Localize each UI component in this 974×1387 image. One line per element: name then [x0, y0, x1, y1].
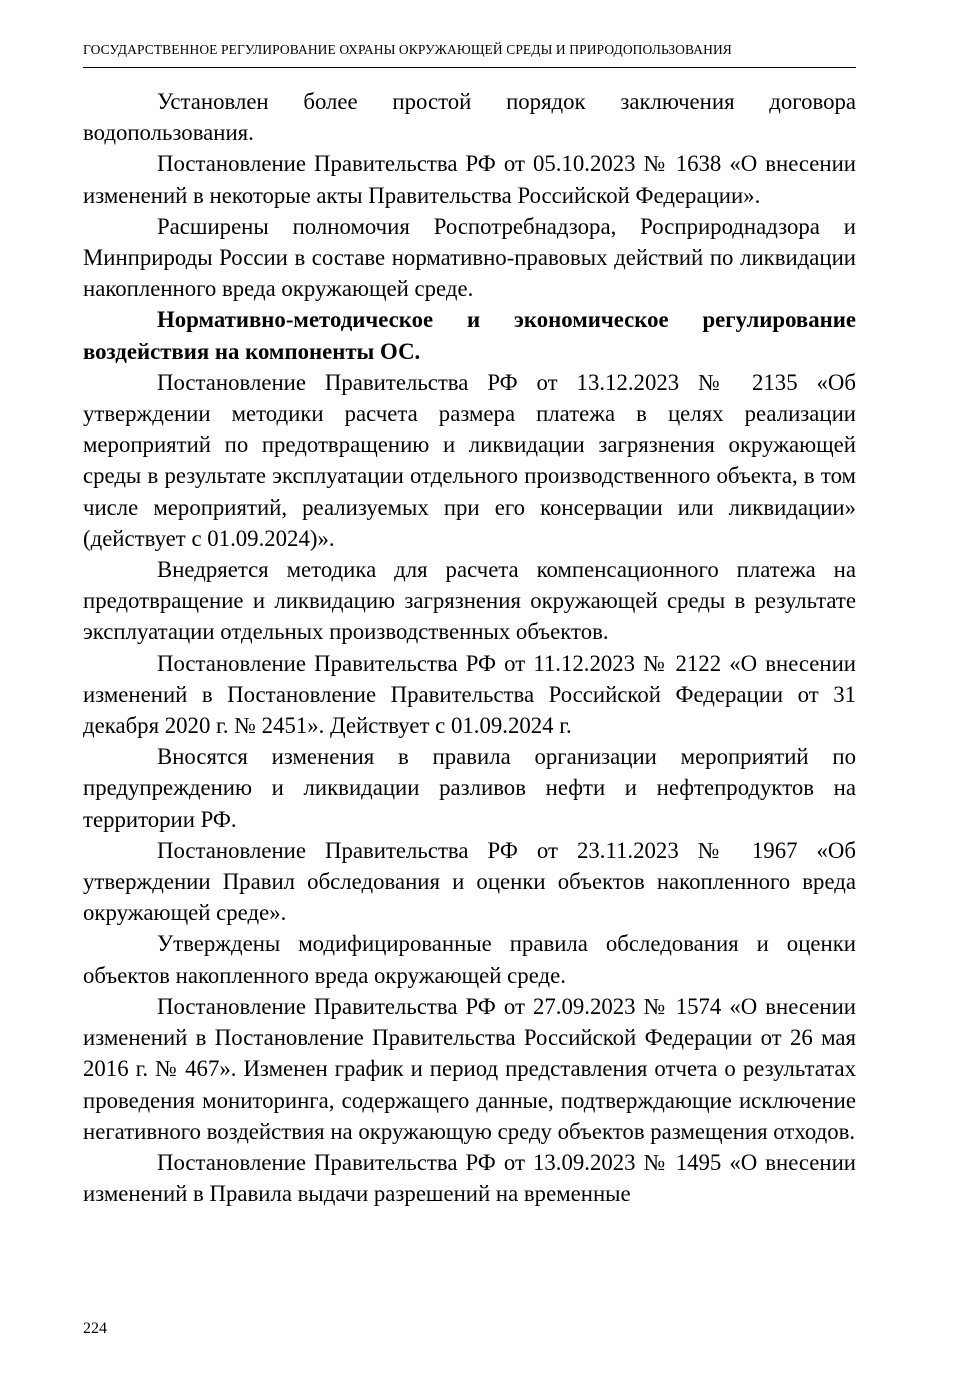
- paragraph: Постановление Правительства РФ от 27.09.2023 № 1574 «О внесении изменений в Постановление Правительства Российской Федерации от 26 мая 2016 г. № 467». Изменен график и период представления отчета о результатах проведения мониторинга, содержащего данные, подтверждающие исключение негативного воздействия на окружающую среду объектов размещения отходов.: [83, 993, 856, 1144]
- body-text: [83, 86, 856, 1209]
- paragraph: Постановление Правительства РФ от 23.11.2023 № 1967 «Об утверждении Правил обследования и оценки объектов накопленного вреда окружающей среде».: [83, 837, 856, 926]
- paragraph: Вносятся изменения в правила организации мероприятий по предупреждению и ликвидации разливов нефти и нефтепродуктов на территории РФ.: [83, 744, 856, 832]
- paragraph: Постановление Правительства РФ от 11.12.2023 № 2122 «О внесении изменений в Постановление Правительства Российской Федерации от 31 декабря 2020 г. № 2451». Действует с 01.09.2024 г.: [83, 650, 856, 739]
- running-header: ГОСУДАРСТВЕННОЕ РЕГУЛИРОВАНИЕ ОХРАНЫ ОКРУЖАЮЩЕЙ СРЕДЫ И ПРИРОДОПОЛЬЗОВАНИЯ: [83, 42, 856, 68]
- section-heading: Нормативно-методическое и экономическое регулирование воздействия на компоненты ОС.: [83, 307, 856, 364]
- paragraph: Постановление Правительства РФ от 05.10.2023 № 1638 «О внесении изменений в некоторые акты Правительства Российской Федерации».: [83, 151, 856, 208]
- paragraph: Внедряется методика для расчета компенсационного платежа на предотвращение и ликвидацию загрязнения окружающей среды в результате эксплуатации отдельных производственных объектов.: [83, 557, 856, 645]
- paragraph: Постановление Правительства РФ от 13.12.2023 № 2135 «Об утверждении методики расчета размера платежа в целях реализации мероприятий по предотвращению и ликвидации загрязнения окружающей среды в результате эксплуатации отдельного производственного объекта, в том числе мероприятий, реализуемых при его консервации или ликвидации» (действует с 01.09.2024)».: [83, 369, 856, 551]
- paragraph: Утверждены модифицированные правила обследования и оценки объектов накопленного вреда окружающей среде.: [83, 931, 856, 988]
- paragraph: Постановление Правительства РФ от 13.09.2023 № 1495 «О внесении изменений в Правила выдачи разрешений на временные: [83, 1149, 856, 1207]
- page-number: 224: [83, 1320, 107, 1337]
- paragraph: Расширены полномочия Роспотребнадзора, Росприроднадзора и Минприроды России в составе нормативно-правовых действий по ликвидации накопленного вреда окружающей среде.: [83, 213, 856, 302]
- paragraph: Установлен более простой порядок заключения договора водопользования.: [83, 89, 856, 146]
